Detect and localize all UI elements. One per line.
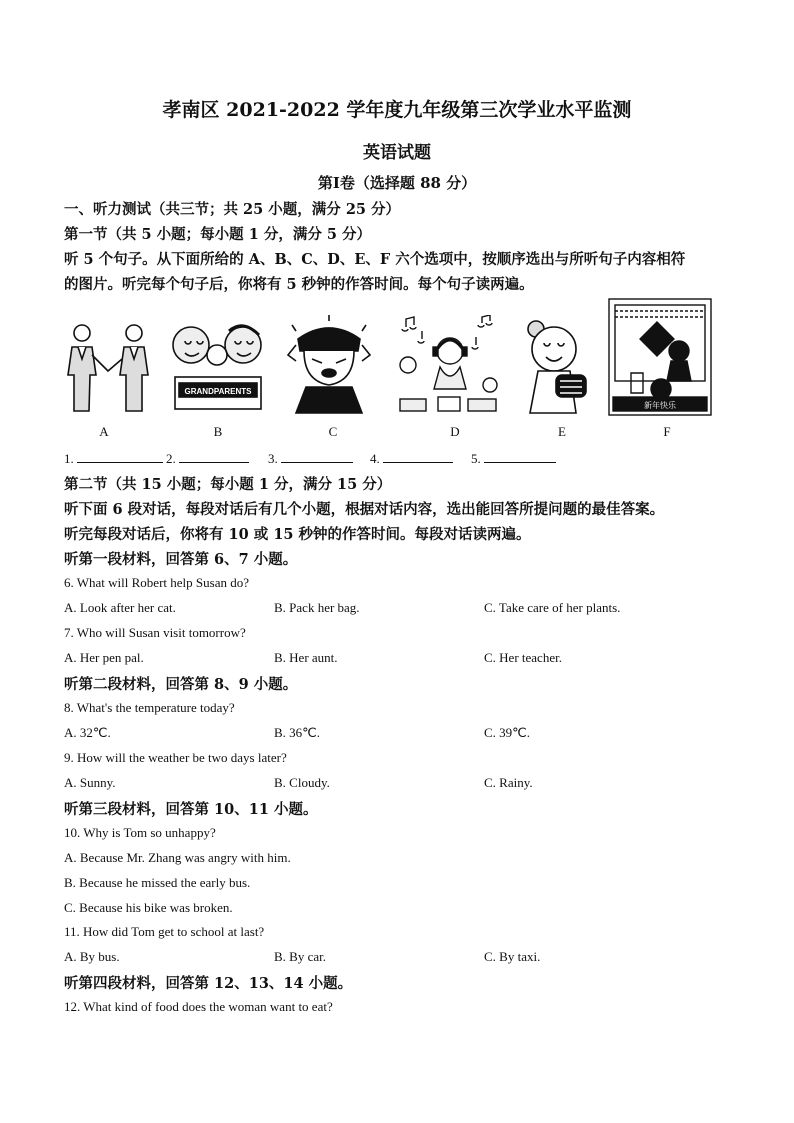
- part1-heading: 第一节（共 5 小题；每小题 1 分，满分 5 分）: [64, 226, 372, 243]
- exam-subtitle: 英语试题: [363, 143, 431, 163]
- q10-option-a[interactable]: A. Because Mr. Zhang was angry with him.: [64, 850, 291, 865]
- q9-option-a[interactable]: A. Sunny.: [64, 775, 116, 790]
- q11-option-a[interactable]: A. By bus.: [64, 949, 120, 964]
- part2-heading: 第二节（共 15 小题；每小题 1 分，满分 15 分）: [64, 476, 392, 493]
- question-11: 11. How did Tom get to school at last?: [64, 924, 265, 939]
- spring-festival-icon: [607, 297, 713, 417]
- handshake-icon: [62, 315, 154, 415]
- picture-f: [607, 297, 713, 421]
- question-12: 12. What kind of food does the woman want to eat?: [64, 999, 333, 1014]
- question-9: 9. How will the weather be two days later?: [64, 750, 287, 765]
- q7-option-a[interactable]: A. Her pen pal.: [64, 650, 144, 665]
- picture-label-d: D: [450, 424, 460, 439]
- volume-heading: 第Ⅰ卷（选择题 88 分）: [317, 174, 477, 192]
- exam-title: 孝南区 2021-2022 学年度九年级第三次学业水平监测: [162, 99, 632, 121]
- question-7: 7. Who will Susan visit tomorrow?: [64, 625, 246, 640]
- music-girl-icon: [396, 315, 500, 415]
- question-6: 6. What will Robert help Susan do?: [64, 575, 249, 590]
- q8-option-a[interactable]: A. 32℃.: [64, 725, 111, 740]
- q10-option-b[interactable]: B. Because he missed the early bus.: [64, 875, 251, 890]
- question-8: 8. What's the temperature today?: [64, 700, 235, 715]
- part1-instruction-2: 的图片。听完每个句子后，你将有 5 秒钟的作答时间。每个句子读两遍。: [64, 276, 534, 293]
- q7-option-c[interactable]: C. Her teacher.: [484, 650, 562, 665]
- q11-option-b[interactable]: B. By car.: [274, 949, 326, 964]
- q6-option-c[interactable]: C. Take care of her plants.: [484, 600, 621, 615]
- q6-option-b[interactable]: B. Pack her bag.: [274, 600, 360, 615]
- picture-b: [163, 315, 273, 419]
- picture-label-e: E: [558, 424, 566, 439]
- material-1-heading: 听第一段材料，回答第 6、7 小题。: [64, 551, 298, 568]
- part2-instruction-1: 听下面 6 段对话，每段对话后有几个小题，根据对话内容，选出能回答所提问题的最佳答案。: [64, 501, 665, 518]
- answer-blank-5[interactable]: 5.: [471, 450, 556, 467]
- answer-blank-2[interactable]: 2.: [166, 450, 249, 467]
- section-heading: 一、听力测试（共三节；共 25 小题，满分 25 分）: [64, 201, 401, 218]
- picture-e: [516, 315, 596, 419]
- q8-option-b[interactable]: B. 36℃.: [274, 725, 321, 740]
- answer-blank-1[interactable]: 1.: [64, 450, 163, 467]
- picture-label-c: C: [328, 424, 338, 439]
- q6-option-a[interactable]: A. Look after her cat.: [64, 600, 176, 615]
- material-2-heading: 听第二段材料，回答第 8、9 小题。: [64, 676, 298, 693]
- grandparents-icon: [163, 315, 273, 415]
- answer-blank-4[interactable]: 4.: [370, 450, 453, 467]
- q10-option-c[interactable]: C. Because his bike was broken.: [64, 900, 233, 915]
- picture-label-f: F: [663, 424, 671, 439]
- q11-option-c[interactable]: C. By taxi.: [484, 949, 541, 964]
- frustrated-boy-icon: [286, 315, 372, 415]
- picture-label-a: A: [99, 424, 109, 439]
- picture-c: [286, 315, 372, 419]
- picture-a: [62, 315, 154, 419]
- picture-label-b: B: [213, 424, 223, 439]
- boy-with-gift-icon: [516, 315, 596, 415]
- grandparents-sign: GRANDPARENTS: [184, 387, 252, 396]
- material-4-heading: 听第四段材料，回答第 12、13、14 小题。: [64, 975, 353, 992]
- part2-instruction-2: 听完每段对话后，你将有 10 或 15 秒钟的作答时间。每段对话读两遍。: [64, 526, 531, 543]
- material-3-heading: 听第三段材料，回答第 10、11 小题。: [64, 801, 318, 818]
- answer-blank-3[interactable]: 3.: [268, 450, 353, 467]
- q7-option-b[interactable]: B. Her aunt.: [274, 650, 338, 665]
- part1-instruction-1: 听 5 个句子。从下面所给的 A、B、C、D、E、F 六个选项中，按顺序选出与所听句子内容相符: [64, 251, 686, 268]
- q9-option-c[interactable]: C. Rainy.: [484, 775, 533, 790]
- spring-festival-sign: 新年快乐: [644, 401, 676, 410]
- q8-option-c[interactable]: C. 39℃.: [484, 725, 531, 740]
- q9-option-b[interactable]: B. Cloudy.: [274, 775, 330, 790]
- question-10: 10. Why is Tom so unhappy?: [64, 825, 216, 840]
- picture-d: [396, 315, 500, 419]
